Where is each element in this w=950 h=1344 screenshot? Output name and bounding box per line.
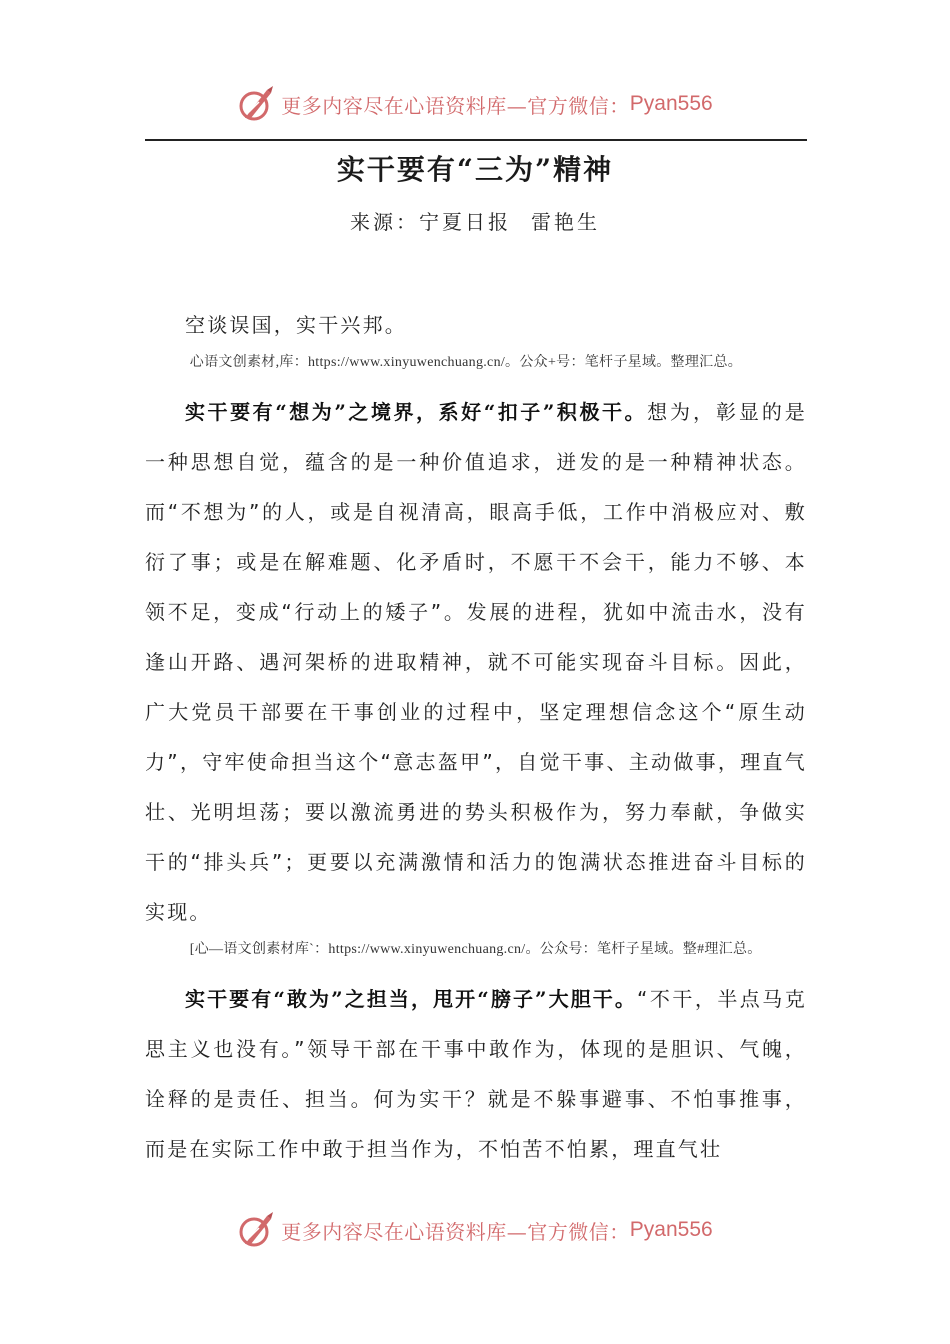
watermark-note-text: [心—语文创素材库`：https://www.xinyuwenchuang.cn/。公众号：笔杆子星域。整#理汇总。 (189, 942, 762, 957)
article-body (145, 300, 807, 1174)
paragraph-lead: 实干要有“想为”之境界，系好“扣子”积极干。 (185, 400, 648, 424)
article-source (0, 206, 950, 235)
banner-wechat-id: Pyan556 (629, 92, 713, 115)
source-label: 来源：宁夏日报 (350, 210, 511, 234)
banner-slogan: 更多内容尽在心语资料库—官方微信： (281, 93, 630, 118)
author-name: 雷艳生 (531, 210, 600, 234)
header-watermark-banner (0, 82, 950, 126)
header-divider (145, 139, 807, 141)
paragraph-text: 空谈误国，实干兴邦。 (185, 313, 407, 337)
paragraph-lead: 实干要有“敢为”之担当，甩开“膀子”大胆干。 (185, 987, 637, 1011)
paragraph-opening (145, 300, 807, 350)
quill-logo-icon (237, 1210, 277, 1250)
article-title: 实干要有“三为”精神 (336, 153, 614, 186)
paragraph-xiangwei (145, 387, 807, 937)
paragraph-text: 想为，彰显的是一种思想自觉，蕴含的是一种价值追求，迸发的是一种精神状态。而“不想为”的人，或是自视清高，眼高手低，工作中消极应对、敷衍了事；或是在解难题、化矛盾时，不愿干不会干，能力不够、本领不足，变成“行动上的矮子”。发展的进程，犹如中流击水，没有逢山开路、遇河架桥的进取精神，就不可能实现奋斗目标。因此，广大党员干部要在干事创业的过程中，坚定理想信念这个“原生动力”，守牢使命担当这个“意志盔甲”，自觉干事、主动做事，理直气壮、光明坦荡；要以激流勇进的势头积极作为，努力奉献，争做实干的“排头兵”；更要以充满激情和活力的饱满状态推进奋斗目标的实现。 (145, 400, 807, 924)
banner-wechat-id: Pyan556 (629, 1218, 713, 1241)
footer-watermark-banner (0, 1208, 950, 1252)
quill-logo-icon (237, 84, 277, 124)
paragraph-text: “不干，半点马克思主义也没有。”领导干部在干事中敢作为，体现的是胆识、气魄，诠释的是责任、担当。何为实干？就是不躲事避事、不怕事推事，而是在实际工作中敢于担当作为，不怕苦不怕累，理直气壮 (145, 987, 807, 1161)
banner-slogan: 更多内容尽在心语资料库—官方微信： (281, 1219, 630, 1244)
paragraph-ganwei (145, 974, 807, 1174)
watermark-note (145, 350, 807, 375)
watermark-note (145, 937, 807, 962)
watermark-note-text: 心语文创素材,库：https://www.xinyuwenchuang.cn/。公众+号：笔杆子星域。整理汇总。 (189, 355, 743, 370)
